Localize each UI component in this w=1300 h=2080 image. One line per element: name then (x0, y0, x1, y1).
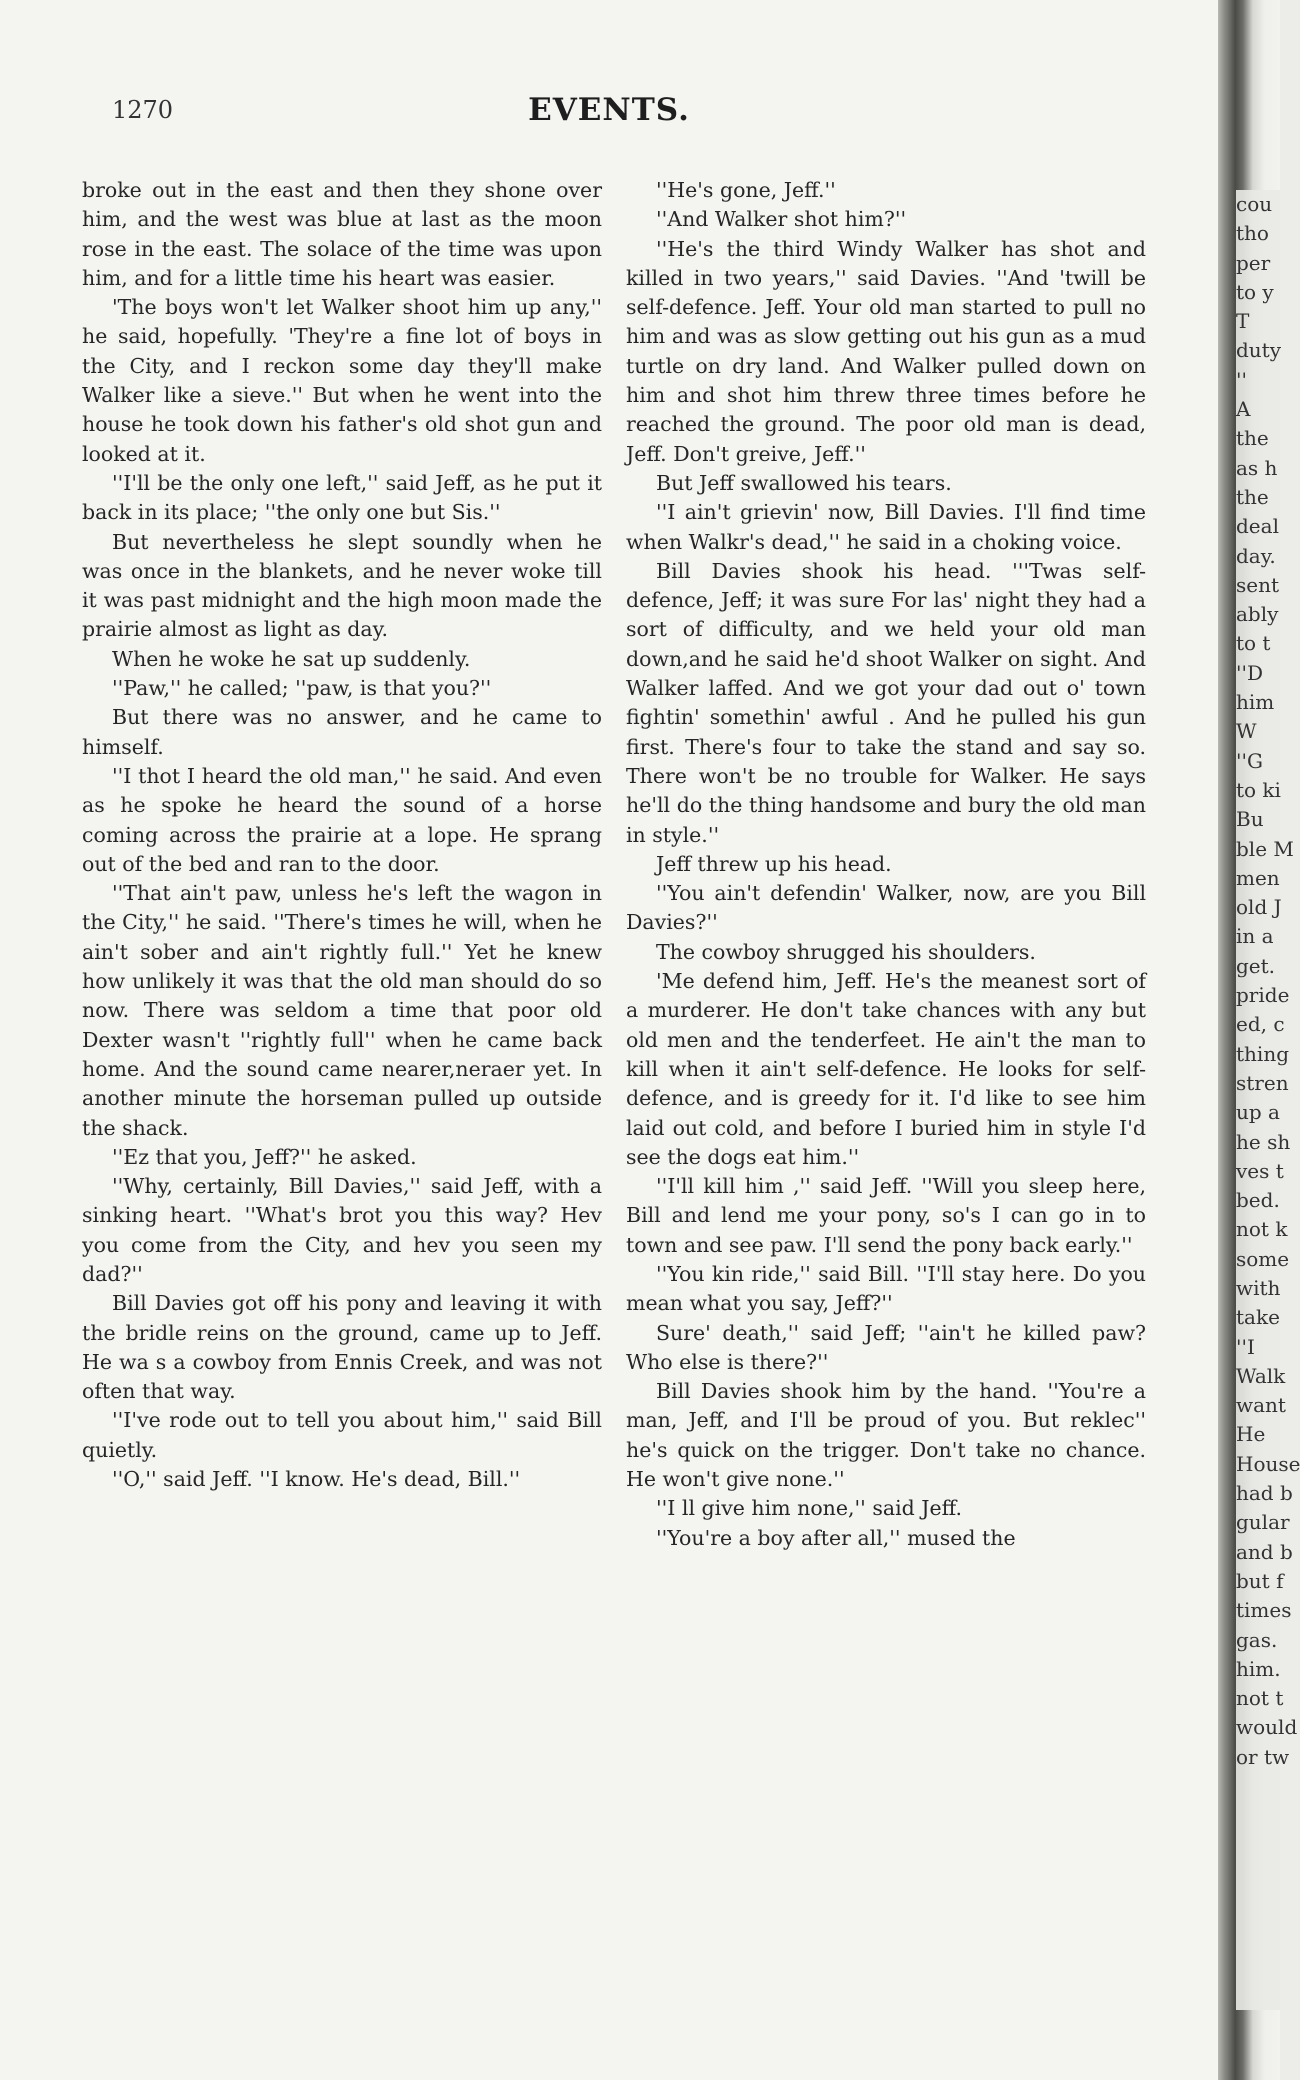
facing-page-fragment: deal (1236, 514, 1279, 539)
facing-page-fragment: duty (1236, 338, 1282, 363)
paragraph: ''He's the third Windy Walker has shot and killed in two years,'' said Davies. ''And 'twill be self-defence. Jeff. Your old man started to pull no him and was as slow getting out his gun as a mud turtle on dry land. And Walker pulled down on him and shot him threw three times before he reached the ground. The poor old man is dead, Jeff. Don't greive, Jeff.'' (626, 236, 1146, 466)
facing-page-fragment: W (1236, 719, 1257, 744)
facing-page-fragment: old J (1236, 895, 1282, 920)
facing-page-fragment: ed, c (1236, 1012, 1285, 1037)
facing-page-fragment: bed. (1236, 1188, 1280, 1213)
paragraph: ''O,'' said Jeff. ''I know. He's dead, Bill.'' (112, 1467, 521, 1492)
facing-page-fragment: and b (1236, 1539, 1293, 1564)
facing-page-fragment: as h (1236, 455, 1278, 480)
paragraph: Jeff threw up his head. (656, 851, 892, 876)
facing-page-fragment: T (1236, 309, 1250, 334)
facing-page-fragment: pride (1236, 983, 1290, 1008)
facing-page-fragment: or tw (1236, 1744, 1290, 1769)
facing-page-fragment: had b (1236, 1481, 1293, 1506)
facing-page-fragment: want (1236, 1393, 1286, 1418)
paragraph: ''He's gone, Jeff.'' (656, 178, 836, 202)
facing-page-fragment: to ki (1236, 777, 1281, 802)
facing-page-fragment: He (1236, 1422, 1266, 1447)
facing-page-fragment: Bu (1236, 807, 1264, 832)
paragraph: The cowboy shrugged his shoulders. (656, 939, 1036, 964)
facing-page-fragment: the (1236, 484, 1269, 509)
facing-page-fragment: men (1236, 865, 1280, 890)
facing-page-fragment: A (1236, 397, 1251, 422)
paragraph: 'Me defend him, Jeff. He's the meanest sort of a murderer. He don't take chances with any but old men and the tenderfeet. He ain't the man to kill when it ain't self-defence. He looks for self-defence, and is greedy for it. I'd like to see him laid out cold, and before I buried him in style I'd see the dogs eat him.'' (626, 969, 1146, 1169)
facing-page-fragment: take (1236, 1305, 1280, 1330)
paragraph: 'The boys won't let Walker shoot him up any,'' he said, hopefully. 'They're a fine lot of boys in the City, and I reckon some day they'll make Walker like a sieve.'' But when he went into the house he took down his father's old shot gun and looked at it. (82, 295, 602, 466)
facing-page-fragment: he sh (1236, 1129, 1291, 1154)
paragraph: ''I thot I heard the old man,'' he said. And even as he spoke he heard the sound of a horse coming across the prairie at a lope. He sprang out of the bed and ran to the door. (82, 763, 602, 876)
paragraph: ''That ain't paw, unless he's left the wagon in the City,'' he said. ''There's times he will, when he ain't sober and ain't rightly full.'' Yet he knew how unlikely it was that the old man should do so now. There was seldom a time that poor old Dexter wasn't ''rightly full'' when he came back home. And the sound came nearer,neraer yet. In another minute the horseman pulled up outside the shack. (82, 881, 602, 1140)
facing-page-fragment: ''I (1236, 1334, 1255, 1359)
paragraph: But nevertheless he slept soundly when he was once in the blankets, and he never woke till it was past midnight and the high moon made the prairie almost as light as day. (82, 529, 602, 642)
facing-page-fragment: Walk (1236, 1363, 1286, 1388)
facing-page-fragment: but f (1236, 1568, 1284, 1593)
paragraph: When he woke he sat up suddenly. (112, 646, 471, 671)
paragraph: Bill Davies got off his pony and leaving it with the bridle reins on the ground, came up to Jeff. He wa s a cowboy from Ennis Creek, and was not often that way. (82, 1291, 602, 1404)
paragraph: ''You kin ride,'' said Bill. ''I'll stay here. Do you mean what you say, Jeff?'' (626, 1261, 1146, 1316)
facing-page-fragment: the (1236, 426, 1269, 451)
paragraph: ''And Walker shot him?'' (656, 207, 907, 232)
paragraph: Sure' death,'' said Jeff; ''ain't he killed paw? Who else is there?'' (626, 1320, 1146, 1374)
paragraph: ''I ll give him none,'' said Jeff. (656, 1496, 962, 1521)
paragraph: ''I've rode out to tell you about him,'' said Bill quietly. (82, 1408, 602, 1462)
facing-page-fragment: gular (1236, 1510, 1290, 1535)
facing-page-fragment: get. (1236, 953, 1276, 978)
facing-page-fragment: up a (1236, 1100, 1280, 1125)
paragraph: broke out in the east and then they shone over him, and the west was blue at last as the moon rose in the east. The solace of the time was upon him, and for a little time his heart was easier. (82, 178, 602, 290)
paragraph: ''You ain't defendin' Walker, now, are you Bill Davies?'' (626, 881, 1146, 935)
facing-page-fragment: would (1236, 1715, 1298, 1740)
facing-page-fragment: him (1236, 690, 1275, 715)
right-column (626, 176, 1146, 1553)
facing-page-fragment: with (1236, 1275, 1281, 1300)
paragraph: ''You're a boy after all,'' mused the (656, 1525, 1016, 1550)
facing-page-fragment: ''G (1236, 748, 1263, 773)
facing-page-fragment: House (1236, 1451, 1300, 1476)
paragraph: ''I ain't grievin' now, Bill Davies. I'll find time when Walkr's dead,'' he said in a choking voice. (626, 500, 1146, 554)
facing-page-fragment: not t (1236, 1686, 1284, 1711)
facing-page-fragment: tho (1236, 221, 1269, 246)
facing-page-strip (1236, 190, 1300, 2010)
facing-page-fragment: not k (1236, 1217, 1288, 1242)
left-column (82, 176, 602, 1494)
paragraph: ''Paw,'' he called; ''paw, is that you?'' (112, 676, 492, 701)
paragraph: Bill Davies shook him by the hand. ''You're a man, Jeff, and I'll be proud of you. But reklec'' he's quick on the trigger. Don't take no chance. He won't give none.'' (626, 1379, 1146, 1492)
facing-page-fragment: to t (1236, 631, 1271, 656)
facing-page-fragment: times (1236, 1598, 1292, 1623)
facing-page-fragment: thing (1236, 1041, 1289, 1066)
facing-page-fragment: stren (1236, 1070, 1289, 1095)
facing-page-fragment: in a (1236, 924, 1274, 949)
facing-page-fragment: gas. (1236, 1627, 1278, 1652)
paragraph: But there was no answer, and he came to himself. (82, 705, 602, 759)
facing-page-fragment: to y (1236, 279, 1274, 304)
paragraph: Bill Davies shook his head. '''Twas self-defence, Jeff; it was sure For las' night they had a sort of difficulty, and we held your old man down,and he said he'd shoot Walker on sight. And Walker laffed. And we got your dad out o' town fightin' somethin' awful . And he pulled his gun first. There's four to take the stand and say so. There won't be no trouble for Walker. He says he'll do the thing handsome and bury the old man in style.'' (626, 558, 1146, 847)
facing-page-fragment: per (1236, 250, 1271, 275)
paragraph: ''I'll kill him ,'' said Jeff. ''Will you sleep here, Bill and lend me your pony, so's I can go in to town and see paw. I'll send the pony back early.'' (626, 1174, 1146, 1257)
facing-page-fragment: him. (1236, 1656, 1281, 1681)
facing-page-fragment: ble M (1236, 836, 1294, 861)
facing-page-fragment: some (1236, 1246, 1290, 1271)
paragraph: But Jeff swallowed his tears. (656, 470, 952, 495)
facing-page-fragment: cou (1236, 192, 1273, 216)
page-number: 1270 (112, 96, 174, 124)
paragraph: ''Why, certainly, Bill Davies,'' said Jeff, with a sinking heart. ''What's brot you this way? Hev you come from the City, and hev you seen my dad?'' (82, 1174, 602, 1286)
facing-page-fragment: day. (1236, 543, 1276, 568)
paragraph: ''Ez that you, Jeff?'' he asked. (112, 1144, 417, 1169)
facing-page-fragment: ''D (1236, 660, 1264, 685)
facing-page-fragment: ably (1236, 602, 1279, 627)
facing-page-fragment: '' (1236, 367, 1247, 392)
facing-page-fragment: sent (1236, 572, 1280, 597)
facing-page-fragment: ves t (1236, 1158, 1284, 1183)
paragraph: ''I'll be the only one left,'' said Jeff, as he put it back in its place; ''the only one but Sis.'' (82, 470, 602, 525)
running-head: EVENTS. (528, 92, 690, 128)
